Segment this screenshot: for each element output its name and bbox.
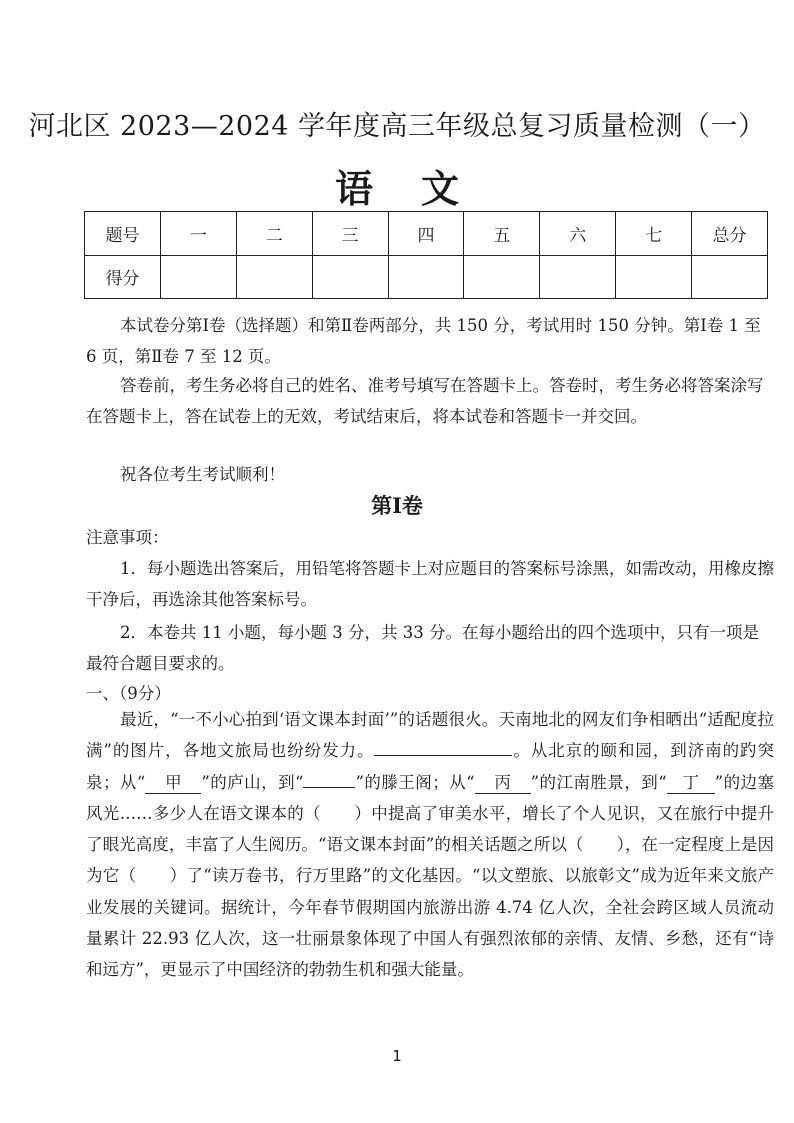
score-cell-q5: 五 xyxy=(464,212,540,256)
score-input-cell xyxy=(236,255,312,299)
passage-segment: 。从北京的颐和园，到济南的趵突泉；从“ xyxy=(86,741,774,792)
score-input-cell xyxy=(540,255,616,299)
passage-segment: 最近，“一不小心拍到‘语文课本封面’”的话题很火。天南地北的网友们争相晒出“适配度拉满”的图片，各地文旅局也纷纷发力。 xyxy=(86,710,774,761)
score-cell-q2: 二 xyxy=(236,212,312,256)
subject-title: 语文 xyxy=(334,166,507,211)
passage-segment: ”的庐山，到“ xyxy=(201,772,304,792)
passage-segment: ”的江南胜景，到“ xyxy=(530,772,667,792)
score-row-label: 得分 xyxy=(85,255,161,299)
instructions-before-answer: 答卷前，考生务必将自己的姓名、准考号填写在答题卡上。答卷时，考生务必将答案涂写在答题卡上，答在试卷上的无效，考试结束后，将本试卷和答题卡一并交回。 xyxy=(86,376,764,426)
score-cell-q4: 四 xyxy=(388,212,464,256)
notes-title: 注意事项： xyxy=(86,528,169,547)
blank-main xyxy=(374,755,512,756)
score-input-cell xyxy=(160,255,236,299)
volume-heading: 第Ⅰ卷 xyxy=(371,493,423,518)
score-input-cell xyxy=(312,255,388,299)
note-1: 1．每小题选出答案后，用铅笔将答题卡上对应题目的答案标号涂黑，如需改动，用橡皮擦干净后，再选涂其他答案标号。 xyxy=(86,559,774,609)
passage-segment: ”的边塞风光……多少人在语文课本的（ ）中提高了审美水平，增长了个人见识，又在旅行中提升了眼光高度，丰富了人生阅历。“语文课本封面”的相关话题之所以（ ），在一定程度上是因为它（ ）了“读万卷书，行万里路”的文化基因。“以文塑旅、以旅彰文”成为近年来文旅产业发展的关键词。据统计，今年春节假期国内旅游出游 4.74 亿人次，全社会跨区域人员流动量累计 22.93 亿人次，这一壮丽景象体现了中国人有强烈浓郁的亲情、友情、乡愁，还有“诗和远方”，更显示了中国经济的勃勃生机和强大能量。 xyxy=(86,772,775,980)
section-1-passage xyxy=(86,704,774,986)
score-cell-total: 总分 xyxy=(692,212,768,256)
instructions-intro: 本试卷分第Ⅰ卷（选择题）和第Ⅱ卷两部分，共 150 分，考试用时 150 分钟。第Ⅰ卷 1 至 6 页，第Ⅱ卷 7 至 12 页。 xyxy=(86,316,761,366)
blank-bing: 丙 xyxy=(475,773,531,794)
score-table xyxy=(84,211,768,299)
score-table-header-row xyxy=(85,212,768,256)
score-cell-label: 题号 xyxy=(85,212,161,256)
score-cell-q7: 七 xyxy=(616,212,692,256)
note-2: 2．本卷共 11 小题，每小题 3 分，共 33 分。在每小题给出的四个选项中，只有一项是最符合题目要求的。 xyxy=(86,623,759,673)
page-number: 1 xyxy=(392,1047,402,1065)
score-cell-q3: 三 xyxy=(312,212,388,256)
score-table-score-row xyxy=(85,255,768,299)
section-1-heading: 一、（9分） xyxy=(86,684,171,703)
score-cell-q1: 一 xyxy=(160,212,236,256)
blank-jia: 甲 xyxy=(145,773,201,794)
score-cell-q6: 六 xyxy=(540,212,616,256)
blank-yi xyxy=(303,787,355,788)
score-input-cell xyxy=(388,255,464,299)
score-input-cell xyxy=(616,255,692,299)
score-input-cell xyxy=(464,255,540,299)
instructions-wish: 祝各位考生考试顺利！ xyxy=(120,465,285,484)
passage-segment: ”的滕王阁；从“ xyxy=(355,772,475,792)
exam-title: 河北区 2023—2024 学年度高三年级总复习质量检测（一） xyxy=(28,111,766,142)
score-input-cell xyxy=(692,255,768,299)
blank-ding: 丁 xyxy=(667,773,715,794)
